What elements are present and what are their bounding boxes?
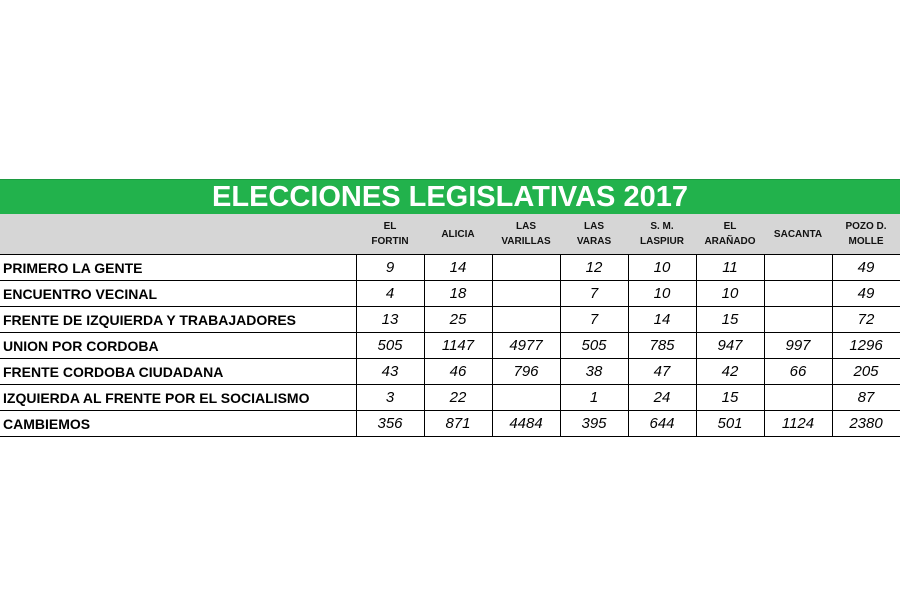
vote-count: 49 bbox=[832, 281, 900, 307]
party-name: FRENTE CORDOBA CIUDADANA bbox=[0, 359, 356, 385]
table-row bbox=[0, 307, 900, 333]
vote-count: 4484 bbox=[492, 411, 560, 437]
vote-count: 1147 bbox=[424, 333, 492, 359]
vote-count: 10 bbox=[628, 281, 696, 307]
table-row bbox=[0, 333, 900, 359]
header-row bbox=[0, 214, 900, 255]
vote-count: 4 bbox=[356, 281, 424, 307]
table-row bbox=[0, 411, 900, 437]
vote-count: 644 bbox=[628, 411, 696, 437]
vote-count: 2380 bbox=[832, 411, 900, 437]
column-header: POZO D. MOLLE bbox=[832, 214, 900, 255]
vote-count: 87 bbox=[832, 385, 900, 411]
results-sheet bbox=[0, 179, 900, 437]
vote-count: 46 bbox=[424, 359, 492, 385]
vote-count bbox=[764, 255, 832, 281]
party-name: ENCUENTRO VECINAL bbox=[0, 281, 356, 307]
vote-count: 66 bbox=[764, 359, 832, 385]
vote-count: 12 bbox=[560, 255, 628, 281]
vote-count: 395 bbox=[560, 411, 628, 437]
vote-count: 49 bbox=[832, 255, 900, 281]
vote-count: 47 bbox=[628, 359, 696, 385]
table-row bbox=[0, 255, 900, 281]
vote-count: 1124 bbox=[764, 411, 832, 437]
vote-count bbox=[492, 281, 560, 307]
vote-count: 796 bbox=[492, 359, 560, 385]
vote-count: 15 bbox=[696, 307, 764, 333]
vote-count: 1296 bbox=[832, 333, 900, 359]
vote-count: 43 bbox=[356, 359, 424, 385]
vote-count: 25 bbox=[424, 307, 492, 333]
vote-count: 22 bbox=[424, 385, 492, 411]
vote-count: 356 bbox=[356, 411, 424, 437]
vote-count: 4977 bbox=[492, 333, 560, 359]
results-table bbox=[0, 214, 900, 437]
vote-count: 871 bbox=[424, 411, 492, 437]
vote-count bbox=[492, 255, 560, 281]
party-name: UNION POR CORDOBA bbox=[0, 333, 356, 359]
vote-count: 997 bbox=[764, 333, 832, 359]
vote-count bbox=[764, 385, 832, 411]
column-header: LAS VARILLAS bbox=[492, 214, 560, 255]
vote-count: 24 bbox=[628, 385, 696, 411]
vote-count: 1 bbox=[560, 385, 628, 411]
vote-count bbox=[492, 307, 560, 333]
vote-count: 42 bbox=[696, 359, 764, 385]
vote-count: 505 bbox=[560, 333, 628, 359]
vote-count: 9 bbox=[356, 255, 424, 281]
party-name: CAMBIEMOS bbox=[0, 411, 356, 437]
vote-count bbox=[764, 281, 832, 307]
vote-count: 205 bbox=[832, 359, 900, 385]
vote-count: 3 bbox=[356, 385, 424, 411]
vote-count: 38 bbox=[560, 359, 628, 385]
vote-count: 14 bbox=[424, 255, 492, 281]
party-name: PRIMERO LA GENTE bbox=[0, 255, 356, 281]
column-header: S. M. LASPIUR bbox=[628, 214, 696, 255]
column-header: LAS VARAS bbox=[560, 214, 628, 255]
column-header: ALICIA bbox=[424, 214, 492, 255]
vote-count: 785 bbox=[628, 333, 696, 359]
vote-count: 11 bbox=[696, 255, 764, 281]
vote-count: 947 bbox=[696, 333, 764, 359]
table-row bbox=[0, 359, 900, 385]
sheet-title: ELECCIONES LEGISLATIVAS 2017 bbox=[0, 179, 900, 214]
vote-count bbox=[764, 307, 832, 333]
column-header: EL ARAÑADO bbox=[696, 214, 764, 255]
header-party-cell bbox=[0, 214, 356, 255]
vote-count: 15 bbox=[696, 385, 764, 411]
vote-count: 10 bbox=[628, 255, 696, 281]
vote-count: 505 bbox=[356, 333, 424, 359]
party-name: FRENTE DE IZQUIERDA Y TRABAJADORES bbox=[0, 307, 356, 333]
vote-count: 18 bbox=[424, 281, 492, 307]
vote-count: 10 bbox=[696, 281, 764, 307]
column-header: SACANTA bbox=[764, 214, 832, 255]
vote-count bbox=[492, 385, 560, 411]
vote-count: 14 bbox=[628, 307, 696, 333]
vote-count: 13 bbox=[356, 307, 424, 333]
party-name: IZQUIERDA AL FRENTE POR EL SOCIALISMO bbox=[0, 385, 356, 411]
vote-count: 501 bbox=[696, 411, 764, 437]
vote-count: 7 bbox=[560, 307, 628, 333]
vote-count: 7 bbox=[560, 281, 628, 307]
table-row bbox=[0, 281, 900, 307]
column-header: EL FORTIN bbox=[356, 214, 424, 255]
vote-count: 72 bbox=[832, 307, 900, 333]
table-row bbox=[0, 385, 900, 411]
